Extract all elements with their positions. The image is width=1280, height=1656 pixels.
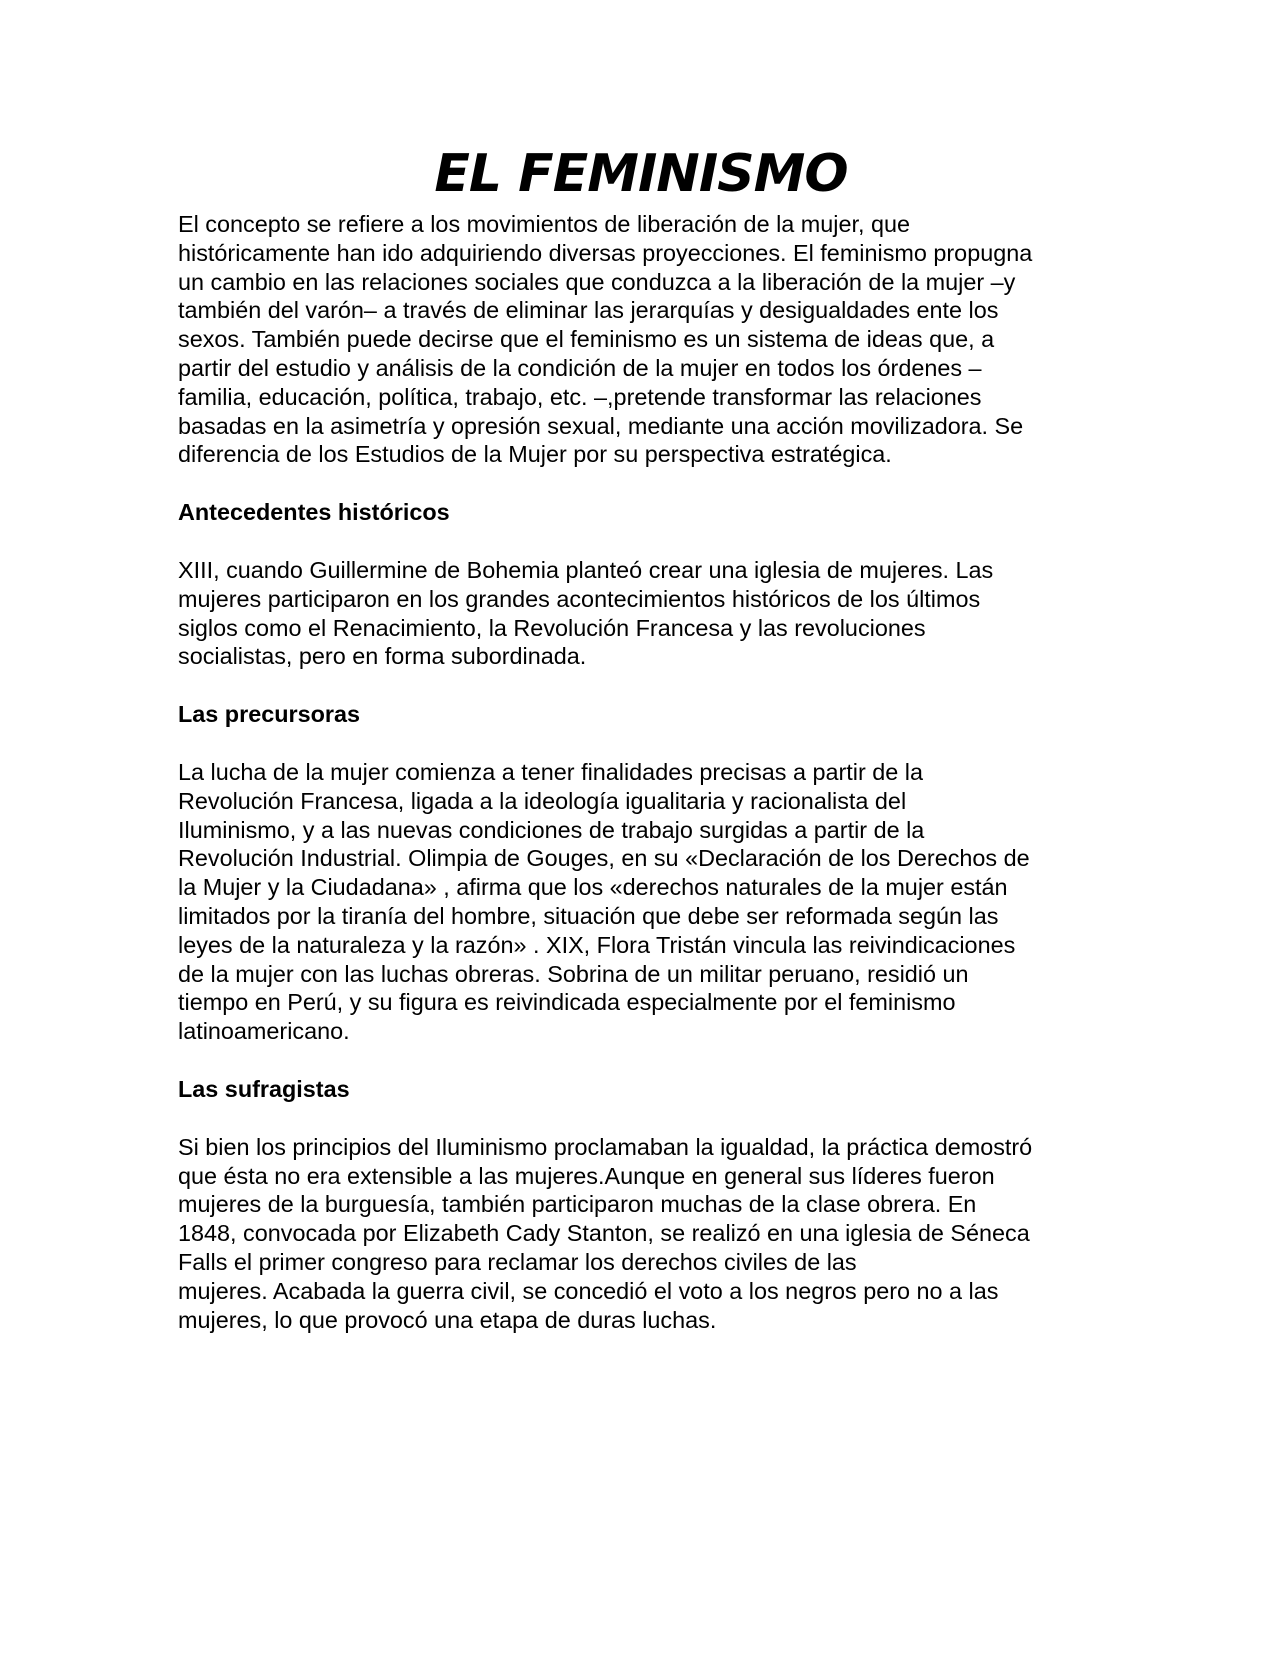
text-line: sexos. También puede decirse que el feminismo es un sistema de ideas que, a [178,326,995,353]
text-line: históricamente han ido adquiriendo diversas proyecciones. El feminismo propugna [178,239,1033,266]
text-line: Revolución Industrial. Olimpia de Gouges, en su «Declaración de los Derechos de [178,845,1030,872]
text-line: también del varón– a través de eliminar las jerarquías y desigualdades ente los [178,297,999,324]
text-line: 1848, convocada por Elizabeth Cady Stanton, se realizó en una iglesia de Séneca [178,1220,1030,1247]
text-line: de la mujer con las luchas obreras. Sobrina de un militar peruano, residió un [178,960,969,987]
section-heading-antecedentes: Antecedentes históricos [178,499,450,526]
text-line: Revolución Francesa, ligada a la ideología igualitaria y racionalista del [178,787,907,814]
text-line: mujeres de la burguesía, también participaron muchas de la clase obrera. En [178,1191,977,1218]
text-line: La lucha de la mujer comienza a tener finalidades precisas a partir de la [178,758,924,785]
text-line: basadas en la asimetría y opresión sexual, mediante una acción movilizadora. Se [178,412,1024,439]
intro-paragraph [178,210,1118,469]
text-line: Iluminismo, y a las nuevas condiciones de trabajo surgidas a partir de la [178,816,925,843]
spacer [178,729,1118,758]
text-line: diferencia de los Estudios de la Mujer por su perspectiva estratégica. [178,441,892,468]
text-line: un cambio en las relaciones sociales que conduzca a la liberación de la mujer –y [178,268,1016,295]
text-line: mujeres participaron en los grandes acontecimientos históricos de los últimos [178,585,981,612]
spacer [178,1104,1118,1133]
spacer [178,527,1118,556]
text-line: partir del estudio y análisis de la condición de la mujer en todos los órdenes – [178,354,982,381]
section-paragraph-antecedentes [178,556,1118,671]
document-page [178,144,1118,1334]
spacer [178,671,1118,700]
text-line: familia, educación, política, trabajo, etc. –,pretende transformar las relaciones [178,383,982,410]
text-line: la Mujer y la Ciudadana» , afirma que los «derechos naturales de la mujer están [178,874,1008,901]
text-line: mujeres. Acabada la guerra civil, se concedió el voto a los negros pero no a las [178,1277,999,1304]
text-line: XIII, cuando Guillermine de Bohemia planteó crear una iglesia de mujeres. Las [178,556,994,583]
text-line: socialistas, pero en forma subordinada. [178,643,587,670]
spacer [178,1046,1118,1075]
text-line: limitados por la tiranía del hombre, situación que debe ser reformada según las [178,902,999,929]
section-heading-sufragistas: Las sufragistas [178,1075,350,1102]
text-line: Si bien los principios del Iluminismo proclamaban la igualdad, la práctica demostró [178,1133,1033,1160]
text-line: latinoamericano. [178,1018,350,1045]
text-line: El concepto se refiere a los movimientos de liberación de la mujer, que [178,211,910,237]
section-paragraph-sufragistas [178,1133,1118,1335]
spacer [178,469,1118,498]
text-line: Falls el primer congreso para reclamar los derechos civiles de las [178,1248,857,1275]
section-heading-precursoras: Las precursoras [178,701,361,728]
document-title: EL FEMINISMO [434,144,848,204]
section-paragraph-precursoras [178,758,1118,1046]
text-line: tiempo en Perú, y su figura es reivindicada especialmente por el feminismo [178,989,956,1016]
text-line: mujeres, lo que provocó una etapa de duras luchas. [178,1306,717,1333]
text-line: siglos como el Renacimiento, la Revolución Francesa y las revoluciones [178,614,926,641]
text-line: que ésta no era extensible a las mujeres.Aunque en general sus líderes fueron [178,1162,995,1189]
text-line: leyes de la naturaleza y la razón» . XIX, Flora Tristán vincula las reivindicaciones [178,931,1016,958]
